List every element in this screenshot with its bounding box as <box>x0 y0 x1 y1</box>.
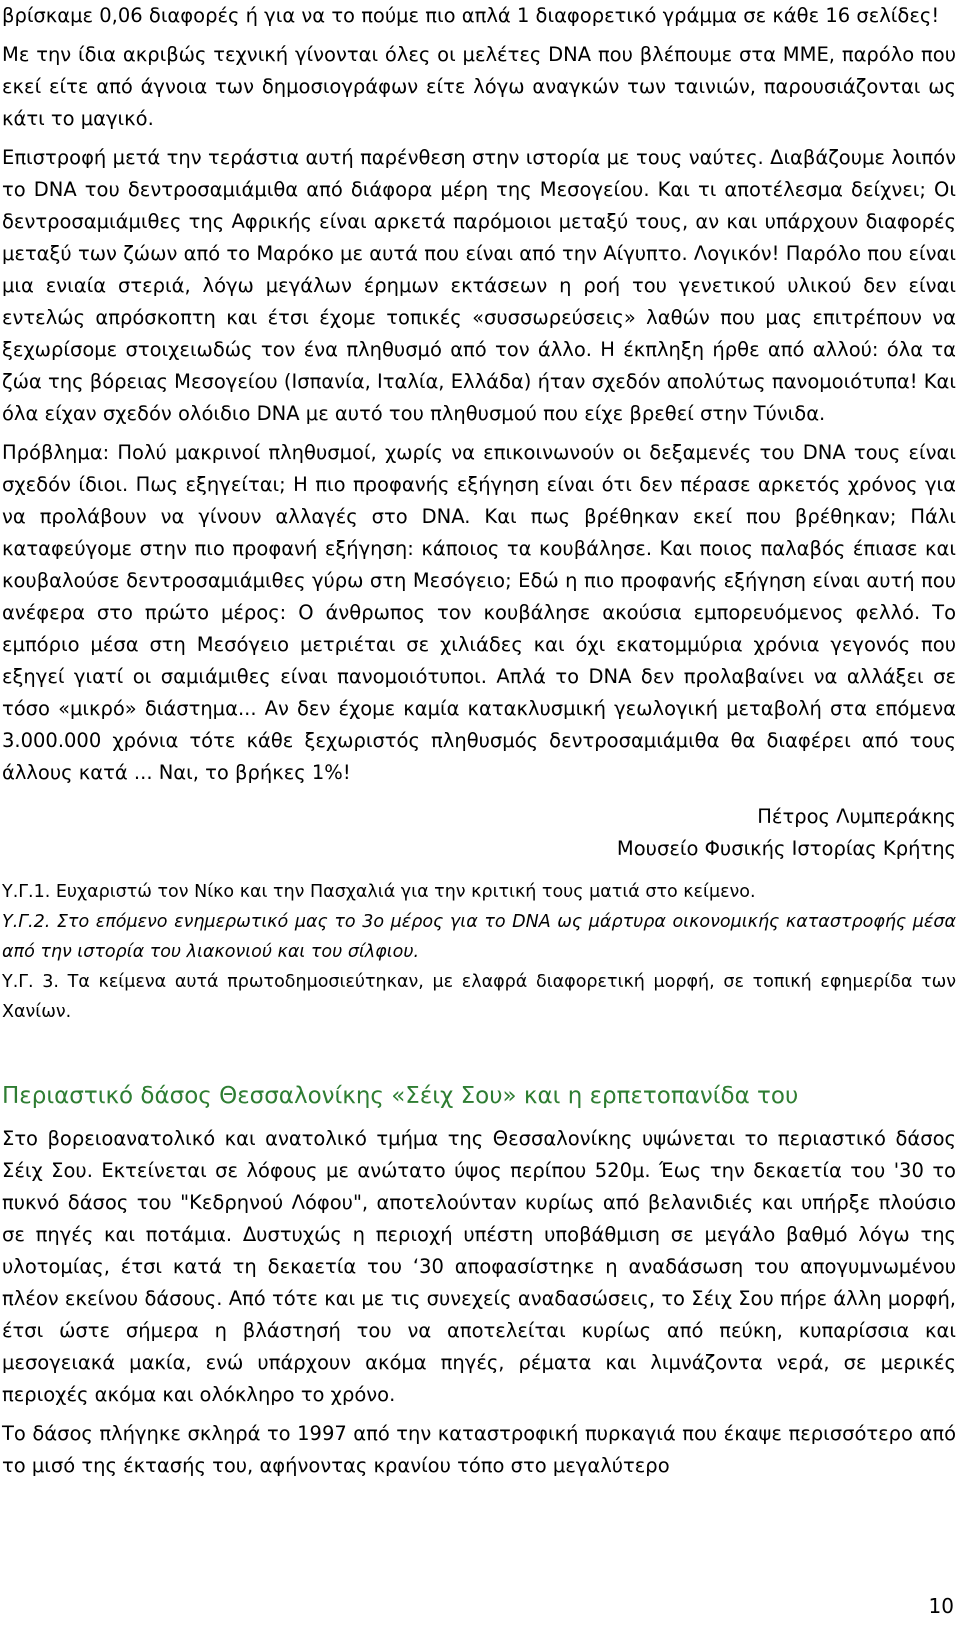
page-number: 10 <box>928 1594 954 1618</box>
paragraph: Πρόβλημα: Πολύ μακρινοί πληθυσμοί, χωρίς να επικοινωνούν οι δεξαμενές του DNA τους είναι σχεδόν ίδιοι. Πως εξηγείται; Η πιο προφανής εξήγηση είναι ότι δεν πέρασε αρκετός χρόνος για να προλάβουν να γίνουν αλλαγές στο DNA. Και πως βρέθηκαν εκεί που βρέθηκαν; Πάλι καταφεύγομε στην πιο προφανή εξήγηση: κάποιος τα κουβάλησε. Και ποιος παλαβός έπιασε και κουβαλούσε δεντροσαμιάμιθες γύρω στη Μεσόγειο; Εδώ η πιο προφανής εξήγηση είναι αυτή που ανέφερα στο πρώτο μέρος: Ο άνθρωπος τον κουβάλησε ακούσια εμπορευόμενος φελλό. Το εμπόριο μέσα στη Μεσόγειο μετριέται σε χιλιάδες και όχι εκατομμύρια χρόνια γεγονός που εξηγεί γιατί οι σαμιάμιθες είναι πανομοιότυποι. Απλά το DNA δεν προλαβαίνει να αλλάξει σε τόσο «μικρό» διάστημα... Αν δεν έχομε καμία κατακλυσμική γεωλογική μεταβολή στα επόμενα 3.000.000 χρόνια τότε κάθε ξεχωριστός πληθυσμός δεντροσαμιάμιθα θα διαφέρει από τους άλλους κατά ... Ναι, το βρήκες 1%! <box>2 441 956 784</box>
paragraph: Το δάσος πλήγηκε σκληρά το 1997 από την καταστροφική πυρκαγιά που έκαψε περισσότερο από το μισό της έκτασής του, αφήνοντας κρανίου τόπο στο μεγαλύτερο <box>2 1422 956 1477</box>
paragraph: Επιστροφή μετά την τεράστια αυτή παρένθεση στην ιστορία με τους ναύτες. Διαβάζουμε λοιπόν το DNA του δεντροσαμιάμιθα από διάφορα μέρη της Μεσογείου. Και τι αποτέλεσμα δείχνει; Οι δεντροσαμιάμιθες της Αφρικής είναι αρκετά παρόμοιοι μεταξύ τους, αν και υπάρχουν διαφορές μεταξύ των ζώων από το Μαρόκο με αυτά που είναι από την Αίγυπτο. Λογικόν! Παρόλο που είναι μια ενιαία στεριά, λόγω μεγάλων έρημων εκτάσεων η ροή του γενετικού υλικού δεν είναι εντελώς απρόσκοπτη και έτσι έχομε τοπικές «συσσωρεύσεις» λαθών που μας επιτρέπουν να ξεχωρίσομε στοιχειωδώς τον ένα πληθυσμό από τον άλλο. Η έκπληξη ήρθε από αλλού: όλα τα ζώα της βόρειας Μεσογείου (Ισπανία, Ιταλία, Ελλάδα) ήταν σχεδόν απολύτως πανομοιότυπα! Και όλα είχαν σχεδόν ολόιδιο DNA με αυτό του πληθυσμού που είχε βρεθεί στην Τύνιδα. <box>2 146 956 425</box>
document-page <box>2 0 956 1482</box>
paragraph: Με την ίδια ακριβώς τεχνική γίνονται όλες οι μελέτες DNA που βλέπουμε στα ΜΜΕ, παρόλο που εκεί είτε από άγνοια των δημοσιογράφων είτε λόγω αναγκών των ταινιών, παρουσιάζονται ως κάτι το μαγικό. <box>2 43 956 130</box>
author-affiliation: Μουσείο Φυσικής Ιστορίας Κρήτης <box>616 837 956 860</box>
author-name: Πέτρος Λυμπεράκης <box>757 805 956 828</box>
paragraph: Στο βορειοανατολικό και ανατολικό τμήμα της Θεσσαλονίκης υψώνεται το περιαστικό δάσος Σέιχ Σου. Εκτείνεται σε λόφους με ανώτατο ύψος περίπου 520μ. Έως την δεκαετία του '30 το πυκνό δάσος του "Κεδρηνού Λόφου", αποτελούνταν κυρίως από βελανιδιές και υπήρξε πλούσιο σε πηγές και ποτάμια. Δυστυχώς η περιοχή υπέστη υποβάθμιση σε μεγάλο βαθμό λόγω της υλοτομίας, έτσι κατά τη δεκαετία του ‘30 αποφασίστηκε η αναδάσωση του απογυμνωμένου πλέον εκείνου δάσους. Από τότε και με τις συνεχείς αναδασώσεις, το Σέιχ Σου πήρε άλλη μορφή, έτσι ώστε σήμερα η βλάστησή του να αποτελείται κυρίως από πεύκη, κυπαρίσσια και μεσογειακά μακία, ενώ υπάρχουν ακόμα πηγές, ρέματα και λιμνάζοντα νερά, σε μερικές περιοχές ακόμα και ολόκληρο το χρόνο. <box>2 1127 956 1406</box>
section-heading: Περιαστικό δάσος Θεσσαλονίκης «Σέιχ Σου» και η ερπετοπανίδα του <box>2 1083 799 1109</box>
postscript-2: Υ.Γ.2. Στο επόμενο ενημερωτικό μας το 3ο μέρος για το DNA ως μάρτυρα οικονομικής καταστροφής μέσα από την ιστορία του λιακονιού και του σίλφιου. <box>2 912 956 962</box>
postscript-notes <box>2 877 956 1027</box>
postscript-3: Υ.Γ. 3. Τα κείμενα αυτά πρωτοδημοσιεύτηκαν, με ελαφρά διαφορετική μορφή, σε τοπική εφημερίδα των Χανίων. <box>2 972 956 1022</box>
postscript-1: Υ.Γ.1. Ευχαριστώ τον Νίκο και την Πασχαλιά για την κριτική τους ματιά στο κείμενο. <box>2 882 756 902</box>
signature-block <box>2 801 956 865</box>
paragraph: βρίσκαμε 0,06 διαφορές ή για να το πούμε πιο απλά 1 διαφορετικό γράμμα σε κάθε 16 σελίδες! <box>2 4 940 27</box>
